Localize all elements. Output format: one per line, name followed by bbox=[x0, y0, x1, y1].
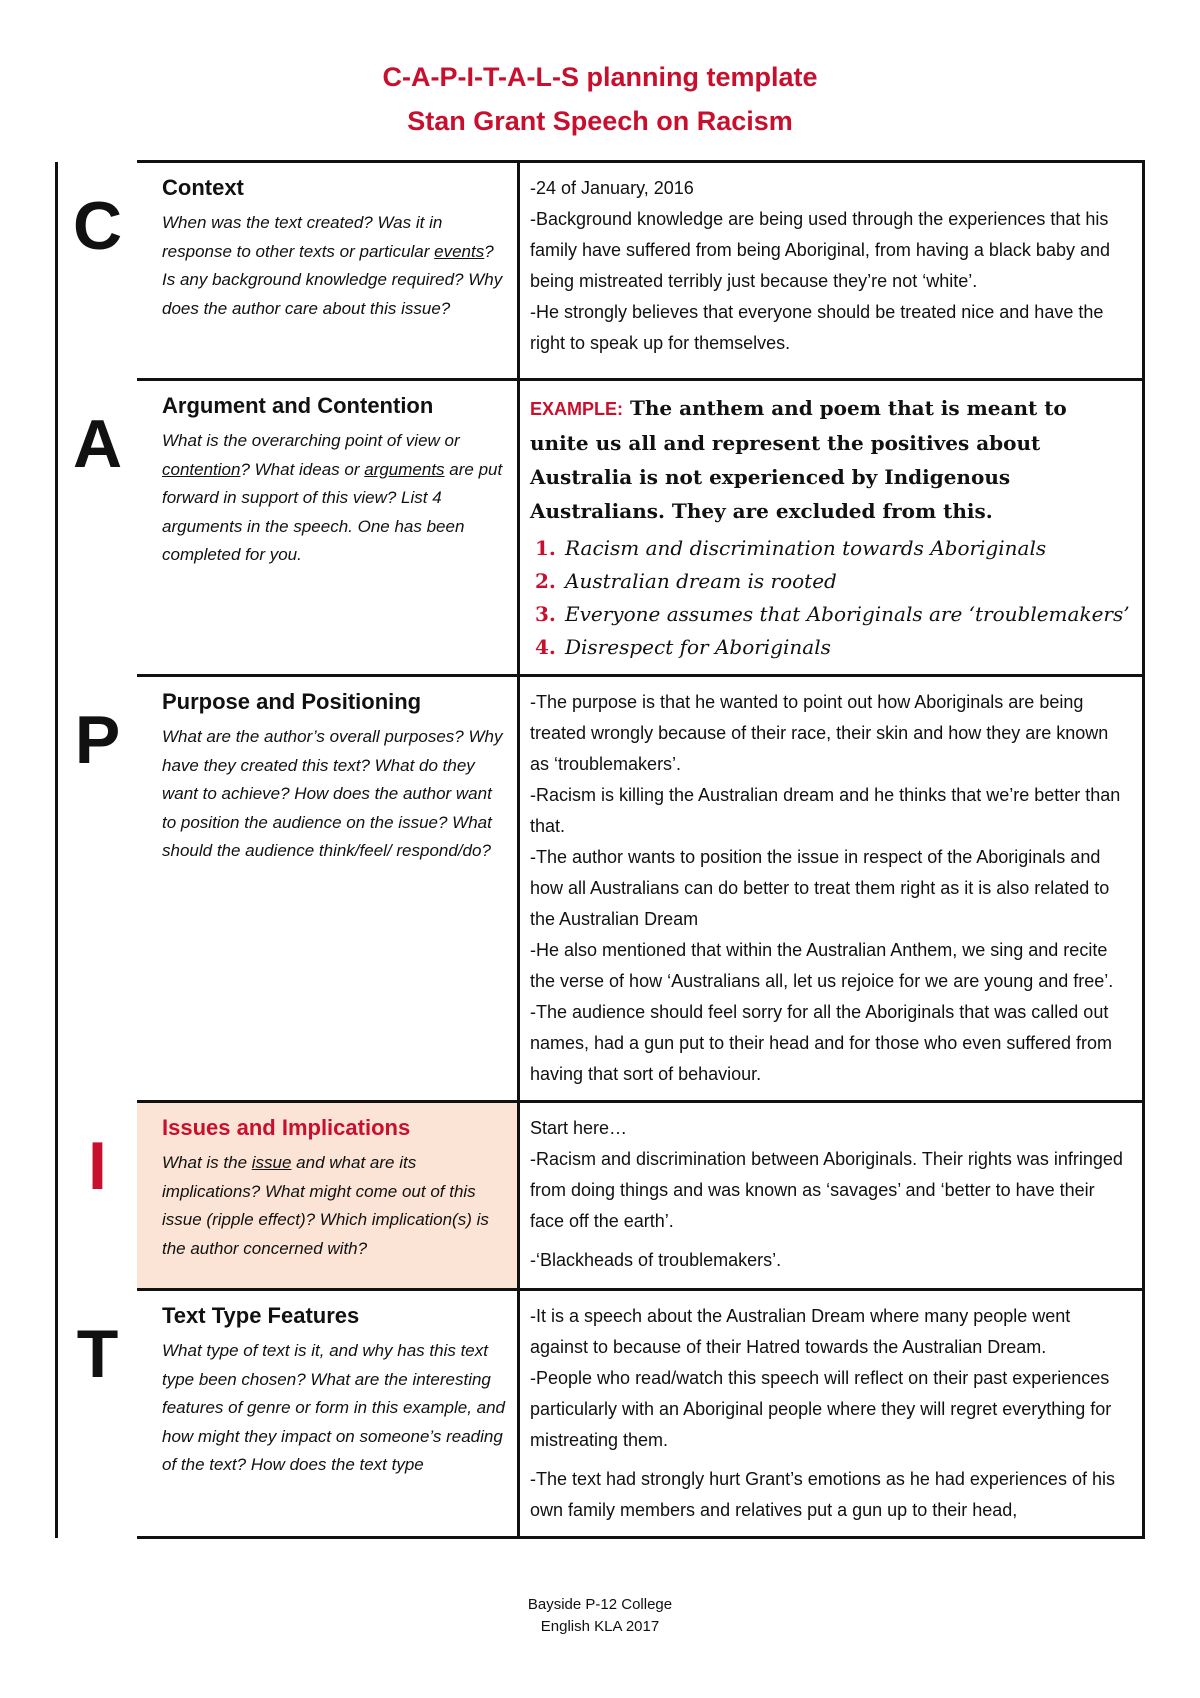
heading-purpose: Purpose and Positioning bbox=[162, 689, 422, 714]
prompt-text: What are the author’s overall purposes? Why have they created this text? What do they want to achieve? How does the author want to position the audience on the issue? What should the audience think/feel/ respond/do? bbox=[162, 727, 503, 860]
prompt-text: What is the bbox=[162, 1153, 252, 1172]
row-texttype bbox=[57, 1290, 1144, 1538]
answer-line: -He also mentioned that within the Australian Anthem, we sing and recite the verse of how ‘Australians all, let us rejoice for we are young and free’. bbox=[530, 940, 1114, 991]
answer-line: -The author wants to position the issue in respect of the Aboriginals and how all Australians can do better to treat them right as it is also related to the Australian Dream bbox=[530, 847, 1110, 929]
row-purpose bbox=[57, 676, 1144, 1102]
letter-i: I bbox=[88, 1127, 107, 1204]
example-tag: EXAMPLE: bbox=[530, 399, 624, 419]
heading-issues: Issues and Implications bbox=[162, 1115, 411, 1140]
row-argument bbox=[57, 380, 1144, 676]
prompt-text: What type of text is it, and why has this text type been chosen? What are the interesting features of genre or form in this example, and how might they impact on someone’s reading of the text? How does the text type bbox=[162, 1341, 506, 1474]
letter-p: P bbox=[74, 701, 121, 778]
prompt-keyword: contention bbox=[162, 459, 241, 479]
answer-line: -The purpose is that he wanted to point out how Aboriginals are being treated wrongly because of their race, their skin and how they are known as ‘troublemakers’. bbox=[530, 692, 1109, 774]
prompt-keyword: arguments bbox=[364, 459, 445, 479]
prompt-cell bbox=[137, 1290, 519, 1538]
letter-t: T bbox=[76, 1315, 119, 1392]
example-text: The anthem and poem that is meant to unite us all and represent the positives about Australia is not experienced by Indigenous Australians. They are excluded from this. bbox=[530, 396, 1067, 523]
footer-school: Bayside P-12 College bbox=[527, 1596, 673, 1613]
answer-purpose bbox=[519, 676, 1144, 1102]
page-title: C-A-P-I-T-A-L-S planning template bbox=[382, 62, 818, 92]
answer-line: -He strongly believes that everyone should be treated nice and have the right to speak up for themselves. bbox=[530, 302, 1104, 353]
heading-context: Context bbox=[162, 175, 244, 200]
prompt-texttype bbox=[162, 1337, 507, 1480]
footer-kla: English KLA 2017 bbox=[540, 1618, 660, 1635]
prompt-cell bbox=[137, 676, 519, 1102]
prompt-text: What is the overarching point of view or bbox=[162, 431, 460, 450]
list-text: Racism and discrimination towards Aboriginals bbox=[565, 536, 1047, 560]
answer-issues bbox=[519, 1102, 1144, 1290]
list-item bbox=[530, 598, 1132, 631]
answer-line: -People who read/watch this speech will reflect on their past experiences particularly with an Aboriginal people where they will regret everything for mistreating them. bbox=[530, 1368, 1112, 1450]
letter-a: A bbox=[72, 405, 123, 482]
list-item bbox=[530, 631, 1132, 664]
prompt-text: ? What ideas or bbox=[240, 459, 365, 479]
letter-cell bbox=[57, 380, 138, 676]
row-context bbox=[57, 162, 1144, 380]
prompt-cell bbox=[137, 162, 519, 380]
prompt-cell bbox=[137, 1102, 519, 1290]
row-issues bbox=[57, 1102, 1144, 1290]
heading-texttype: Text Type Features bbox=[162, 1303, 360, 1328]
prompt-argument bbox=[162, 427, 507, 570]
letter-cell bbox=[57, 162, 138, 380]
prompt-cell bbox=[137, 380, 519, 676]
answer-context bbox=[519, 162, 1144, 380]
letter-c: C bbox=[72, 187, 123, 264]
answer-line: -Racism is killing the Australian dream and he thinks that we’re better than that. bbox=[530, 785, 1121, 836]
heading-argument: Argument and Contention bbox=[162, 393, 434, 418]
prompt-keyword: events bbox=[434, 241, 485, 261]
prompt-context bbox=[162, 209, 507, 323]
prompt-text: and what are its implications? What might come out of this issue (ripple effect)? Which implication(s) is the author concerned with? bbox=[162, 1153, 489, 1258]
answer-line: -It is a speech about the Australian Dream where many people went against to because of their Hatred towards the Australian Dream. bbox=[530, 1306, 1071, 1357]
answer-line: -The audience should feel sorry for all the Aboriginals that was called out names, had a gun put to their head and for those who even suffered from having that sort of behaviour. bbox=[530, 1002, 1113, 1084]
page-subtitle: Stan Grant Speech on Racism bbox=[407, 106, 793, 136]
capitals-table bbox=[55, 160, 1145, 1539]
example-lead bbox=[530, 391, 1132, 528]
prompt-issues bbox=[162, 1149, 507, 1263]
list-number: 2. bbox=[535, 569, 556, 593]
list-item bbox=[530, 565, 1132, 598]
prompt-text: are put forward in support of this view? List 4 arguments in the speech. One has been completed for you. bbox=[162, 459, 503, 564]
answer-line: -‘Blackheads of troublemakers’. bbox=[530, 1250, 782, 1270]
list-text: Disrespect for Aboriginals bbox=[565, 635, 831, 659]
answer-line: -The text had strongly hurt Grant’s emotions as he had experiences of his own family members and relatives put a gun up to their head, bbox=[530, 1469, 1115, 1520]
list-number: 3. bbox=[535, 602, 556, 626]
list-number: 1. bbox=[535, 536, 556, 560]
list-text: Everyone assumes that Aboriginals are ‘troublemakers’ bbox=[565, 602, 1130, 626]
list-item bbox=[530, 532, 1132, 565]
answer-line: Start here… bbox=[530, 1118, 628, 1138]
prompt-purpose bbox=[162, 723, 507, 866]
list-number: 4. bbox=[535, 635, 556, 659]
list-text: Australian dream is rooted bbox=[565, 569, 837, 593]
answer-argument bbox=[519, 380, 1144, 676]
prompt-text: When was the text created? Was it in response to other texts or particular bbox=[162, 213, 443, 261]
letter-cell bbox=[57, 1102, 138, 1290]
answer-texttype bbox=[519, 1290, 1144, 1538]
answer-line: -24 of January, 2016 bbox=[530, 178, 694, 198]
argument-list bbox=[530, 532, 1132, 664]
letter-cell bbox=[57, 1290, 138, 1538]
prompt-text: ? Is any background knowledge required? Why does the author care about this issue? bbox=[162, 241, 503, 318]
letter-cell bbox=[57, 676, 138, 1102]
answer-line: -Background knowledge are being used through the experiences that his family have suffered from being Aboriginal, from having a black baby and being mistreated terribly just because they’re not ‘white’. bbox=[530, 209, 1110, 291]
answer-line: -Racism and discrimination between Aboriginals. Their rights was infringed from doing things and was known as ‘savages’ and ‘better to have their face off the earth’. bbox=[530, 1149, 1123, 1231]
prompt-keyword: issue bbox=[251, 1153, 292, 1172]
example-block bbox=[530, 391, 1132, 664]
